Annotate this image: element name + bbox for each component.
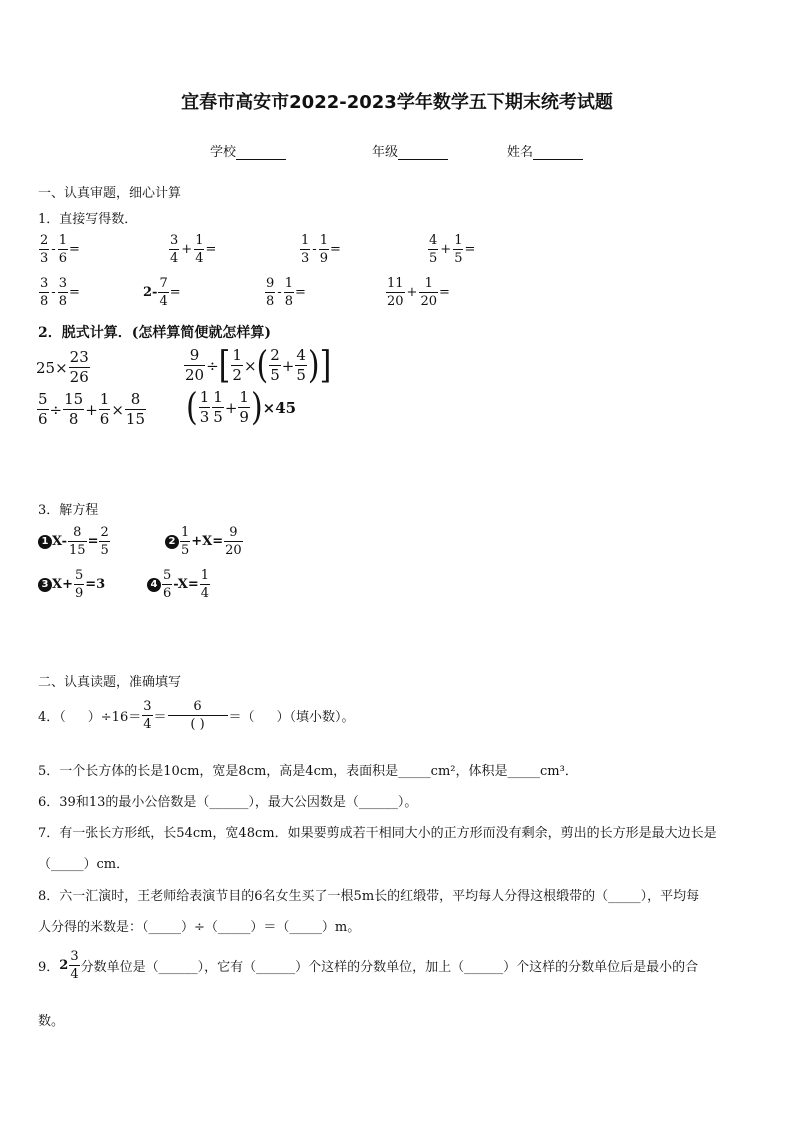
- q1-expr-1: $\frac{2}{3}$ - $\frac{1}{6}$ =: [40, 233, 80, 266]
- q5-line: 5．一个长方体的长是10cm，宽是8cm，高是4cm，表面积是_____cm²，体积是_____cm³．: [38, 764, 578, 779]
- school-label: 学校: [210, 145, 237, 160]
- q3-eq-3: 3 X+ $\frac{5}{9}$ =3: [38, 569, 105, 600]
- name-field: [507, 141, 583, 160]
- q1-expr-8: $\frac{11}{20}$ + $\frac{1}{20}$ =: [387, 276, 450, 309]
- q2-label: 2．脱式计算．(怎样算简便就怎样算): [38, 325, 271, 341]
- grade-label: 年级: [372, 145, 399, 160]
- q1-label: 1．直接写得数．: [38, 212, 138, 227]
- section-one-heading: 一、认真审题，细心计算: [38, 186, 182, 201]
- q8-line-1: 8．六一汇演时，王老师给表演节目的6名女生买了一根5m长的红缎带，平均每人分得这根缎带的（_____），平均每: [38, 889, 700, 904]
- q1-expr-7: $\frac{9}{8}$ - $\frac{1}{8}$ =: [266, 276, 306, 309]
- name-label: 姓名: [507, 145, 534, 160]
- grade-field: [372, 141, 448, 160]
- q2-expr-3: $\frac{5}{6}$ ÷ $\frac{15}{8}$ + $\frac{1}{6}$ × $\frac{8}{15}$: [38, 390, 146, 428]
- q1-expr-4: $\frac{4}{5}$ + $\frac{1}{5}$ =: [429, 233, 476, 266]
- q2-expr-4: ( $\frac{1}{3}$ $\frac{1}{5}$ + $\frac{1}{9}$ ) ×45: [186, 385, 297, 429]
- q7-line-1: 7．有一张长方形纸，长54cm，宽48cm．如果要剪成若干相同大小的正方形而没有剩余，剪出的长方形是最大边长是: [38, 826, 717, 841]
- q3-eq-2: 2 $\frac{1}{5}$ +X= $\frac{9}{20}$: [165, 526, 244, 557]
- q7-line-2: （_____）cm．: [38, 857, 130, 872]
- q2-expr-2: $\frac{9}{20}$ ÷ [ $\frac{1}{2}$ × ( $\frac{2}{5}$ + $\frac{4}{5}$ ) ]: [185, 343, 332, 387]
- q3-eq-4: 4 $\frac{5}{6}$ -X= $\frac{1}{4}$: [147, 569, 211, 600]
- q9-line-1: 9． 2 $\frac{3}{4}$ 分数单位是（______），它有（______）个这样的分数单位，加上（______）个这样的分数单位后是最小的合: [38, 949, 699, 982]
- section-two-heading: 二、认真读题，准确填写: [38, 675, 182, 690]
- grade-blank[interactable]: [398, 159, 448, 160]
- q3-label: 3．解方程: [38, 503, 99, 518]
- q1-expr-3: $\frac{1}{3}$ - $\frac{1}{9}$ =: [301, 233, 341, 266]
- q6-line: 6．39和13的最小公倍数是（______），最大公因数是（______）。: [38, 795, 418, 810]
- q4-line: 4．（ ）÷16＝ $\frac{3}{4}$ ＝ $\frac{6}{( )}$ ＝（ ）（填小数）。: [38, 699, 355, 732]
- q1-expr-6: 2- $\frac{7}{4}$ =: [143, 276, 181, 309]
- school-field: [210, 141, 286, 160]
- q2-expr-1: 25× $\frac{23}{26}$: [36, 348, 89, 386]
- name-blank[interactable]: [533, 159, 583, 160]
- q3-eq-1: 1 X- $\frac{8}{15}$ = $\frac{2}{5}$: [38, 526, 111, 557]
- q1-expr-5: $\frac{3}{8}$ - $\frac{3}{8}$ =: [40, 276, 80, 309]
- school-blank[interactable]: [236, 159, 286, 160]
- q8-line-2: 人分得的米数是：（_____）÷（_____）＝（_____）m。: [38, 920, 361, 935]
- q1-expr-2: $\frac{3}{4}$ + $\frac{1}{4}$ =: [170, 233, 217, 266]
- page-title: 宜春市高安市2022-2023学年数学五下期末统考试题: [181, 92, 613, 113]
- q9-line-2: 数。: [38, 1014, 65, 1029]
